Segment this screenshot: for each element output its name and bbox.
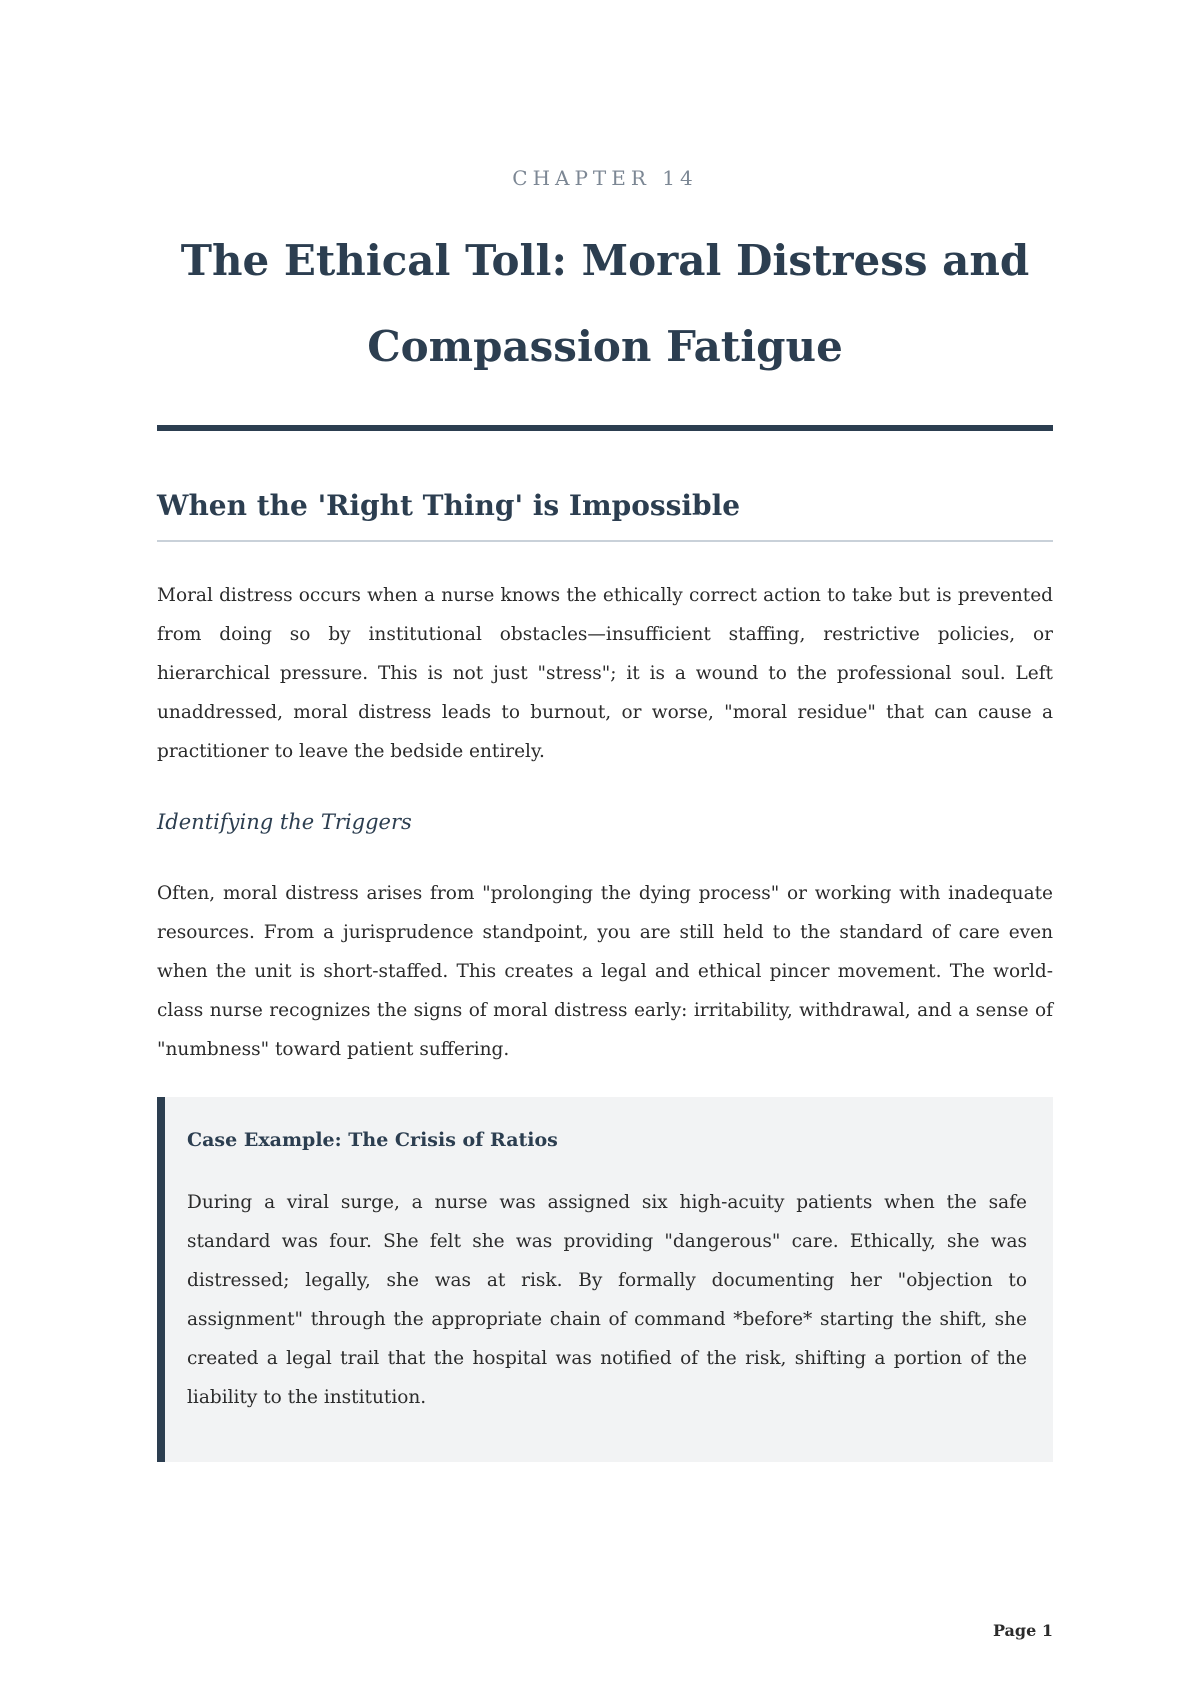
document-page bbox=[157, 0, 1053, 1696]
title-divider bbox=[157, 425, 1053, 431]
section-divider bbox=[157, 540, 1053, 542]
subsection-paragraph: Often, moral distress arises from "prolonging the dying process" or working with inadequate resources. From a jurisprudence standpoint, you are still held to the standard of care even when the unit is short-staffed. This creates a legal and ethical pincer movement. The world-class nurse recognizes the signs of moral distress early: irritability, withdrawal, and a sense of "numbness" toward patient suffering. bbox=[157, 883, 1053, 1060]
subsection-heading: Identifying the Triggers bbox=[157, 810, 412, 834]
chapter-title: The Ethical Toll: Moral Distress and Compassion Fatigue bbox=[180, 236, 1030, 371]
case-example-text: During a viral surge, a nurse was assigned six high-acuity patients when the safe standard was four. She felt she was providing "dangerous" care. Ethically, she was distressed; legally, she was at risk. By formally documenting her "objection to assignment" through the appropriate chain of command *before* starting the shift, she created a legal trail that the hospital was notified of the risk, shifting a portion of the liability to the institution. bbox=[187, 1192, 1027, 1408]
section-paragraph: Moral distress occurs when a nurse knows the ethically correct action to take but is prevented from doing so by institutional obstacles—insufficient staffing, restrictive policies, or hierarchical pressure. This is not just "stress"; it is a wound to the professional soul. Left unaddressed, moral distress leads to burnout, or worse, "moral residue" that can cause a practitioner to leave the bedside entirely. bbox=[157, 585, 1053, 762]
case-example-title: Case Example: The Crisis of Ratios bbox=[187, 1129, 558, 1151]
page-number: Page 1 bbox=[992, 1621, 1053, 1640]
case-example-box bbox=[157, 1097, 1053, 1462]
section-heading: When the 'Right Thing' is Impossible bbox=[157, 489, 741, 522]
chapter-label: CHAPTER 14 bbox=[512, 166, 698, 190]
